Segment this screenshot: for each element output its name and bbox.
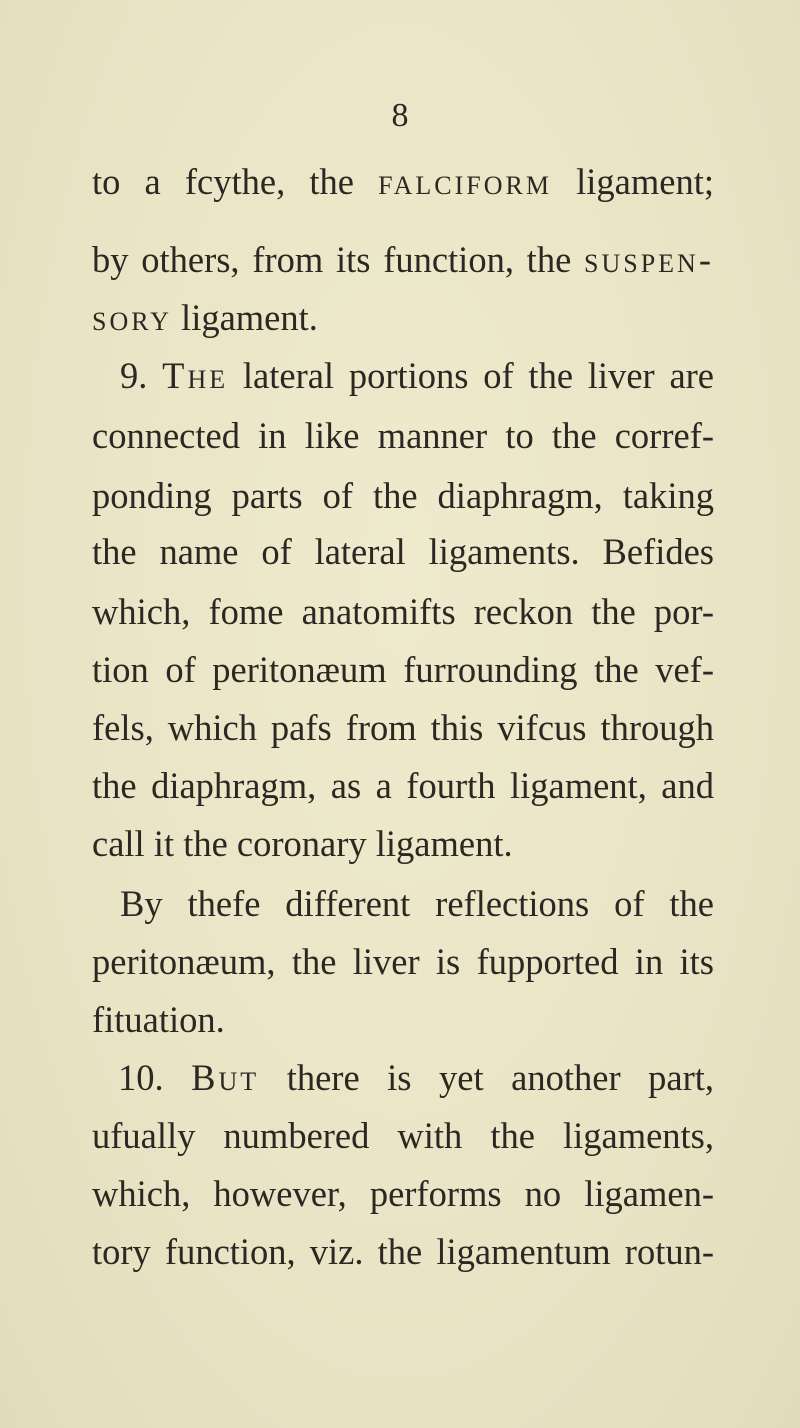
text-run: to a fcythe, the xyxy=(92,161,379,202)
text-line xyxy=(92,940,714,984)
text-run: the diaphragm, as a fourth ligament, and xyxy=(92,765,714,806)
text-line xyxy=(92,1230,714,1274)
text-line xyxy=(92,1114,714,1158)
text-line xyxy=(92,590,714,634)
text-run: ponding parts of the diaphragm, taking xyxy=(92,475,714,516)
text-line xyxy=(92,160,714,204)
text-run: ligament. xyxy=(171,297,318,338)
text-line xyxy=(92,998,714,1042)
text-run: which, fome anatomifts reckon the por- xyxy=(92,591,714,632)
text-line xyxy=(92,238,714,282)
text-line xyxy=(92,706,714,750)
text-run: there is yet another part, xyxy=(259,1057,715,1098)
text-run: ufually numbered with the ligaments, xyxy=(92,1115,714,1156)
text-run: tory function, viz. the ligamentum rotun- xyxy=(92,1231,714,1272)
text-line xyxy=(92,530,714,574)
text-line xyxy=(92,648,714,692)
page-number: 8 xyxy=(391,97,409,134)
text-run: call it the coronary ligament. xyxy=(92,823,513,864)
text-run: 9. xyxy=(120,355,163,396)
text-line xyxy=(92,1172,714,1216)
text-run: lateral portions of the liver are xyxy=(228,355,715,396)
small-caps-word: The xyxy=(162,355,229,396)
text-run: 10. xyxy=(118,1057,192,1098)
text-run: the name of lateral ligaments. Befides xyxy=(92,531,714,572)
text-line xyxy=(92,822,714,866)
text-run: peritonæum, the liver is fupported in its xyxy=(92,941,714,982)
small-caps-word: But xyxy=(191,1057,260,1098)
text-line xyxy=(92,474,714,518)
text-run: connected in like manner to the corref- xyxy=(92,415,714,456)
text-line xyxy=(92,296,714,340)
text-run: fituation. xyxy=(92,999,225,1040)
text-run: By thefe different reflections of the xyxy=(120,883,714,924)
text-line xyxy=(120,354,714,398)
small-caps-word: sory xyxy=(92,297,172,338)
text-run: fels, which pafs from this vifcus through xyxy=(92,707,714,748)
text-run: which, however, performs no ligamen- xyxy=(92,1173,714,1214)
text-line xyxy=(118,1056,714,1100)
text-line xyxy=(92,414,714,458)
small-caps-word: falciform xyxy=(378,161,552,202)
text-run: ligament; xyxy=(551,161,714,202)
text-run: tion of peritonæum furrounding the vef- xyxy=(92,649,714,690)
small-caps-word: suspen- xyxy=(584,239,714,280)
text-line xyxy=(92,764,714,808)
text-run: by others, from its function, the xyxy=(92,239,585,280)
text-line xyxy=(120,882,714,926)
